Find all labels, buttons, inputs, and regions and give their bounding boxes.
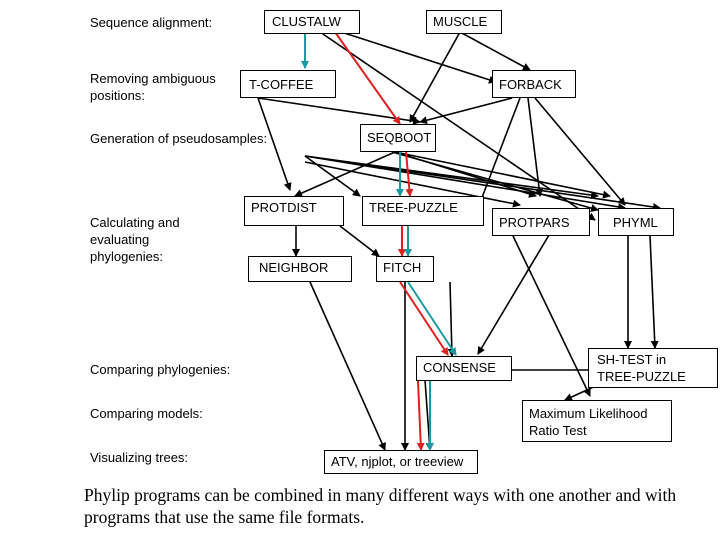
- node-ml-ratio-test: Maximum Likelihood Ratio Test: [522, 400, 672, 442]
- node-seqboot: SEQBOOT: [360, 124, 436, 152]
- stage-generation-pseudosamples: Generation of pseudosamples:: [90, 131, 268, 146]
- node-forback: FORBACK: [492, 70, 576, 98]
- node-fitch: FITCH: [376, 256, 434, 282]
- node-atv-njplot-treeview: ATV, njplot, or treeview: [324, 450, 478, 474]
- stage-comparing-models: Comparing models:: [90, 406, 203, 421]
- node-consense: CONSENSE: [416, 356, 512, 381]
- node-treepuzzle: TREE-PUZZLE: [362, 196, 484, 226]
- figure-caption: Phylip programs can be combined in many different ways with one another and with programs that use the same file formats.: [84, 485, 677, 527]
- stage-removing-ambiguous: Removing ambiguous positions:: [90, 71, 216, 103]
- node-muscle: MUSCLE: [426, 10, 502, 34]
- node-protdist: PROTDIST: [244, 196, 344, 226]
- node-tcoffee: T-COFFEE: [240, 70, 336, 98]
- stage-calculating: Calculating and evaluating phylogenies:: [90, 215, 180, 264]
- red-path: [335, 32, 448, 450]
- node-neighbor: NEIGHBOR: [248, 256, 352, 282]
- node-phyml: PHYML: [598, 208, 674, 236]
- stage-sequence-alignment: Sequence alignment:: [90, 15, 213, 30]
- node-protpars: PROTPARS: [492, 208, 590, 236]
- node-clustalw: CLUSTALW: [264, 10, 360, 34]
- stage-comparing-phylogenies: Comparing phylogenies:: [90, 362, 231, 377]
- stage-visualizing-trees: Visualizing trees:: [90, 450, 189, 465]
- node-sh-test: SH-TEST in TREE-PUZZLE: [588, 348, 718, 388]
